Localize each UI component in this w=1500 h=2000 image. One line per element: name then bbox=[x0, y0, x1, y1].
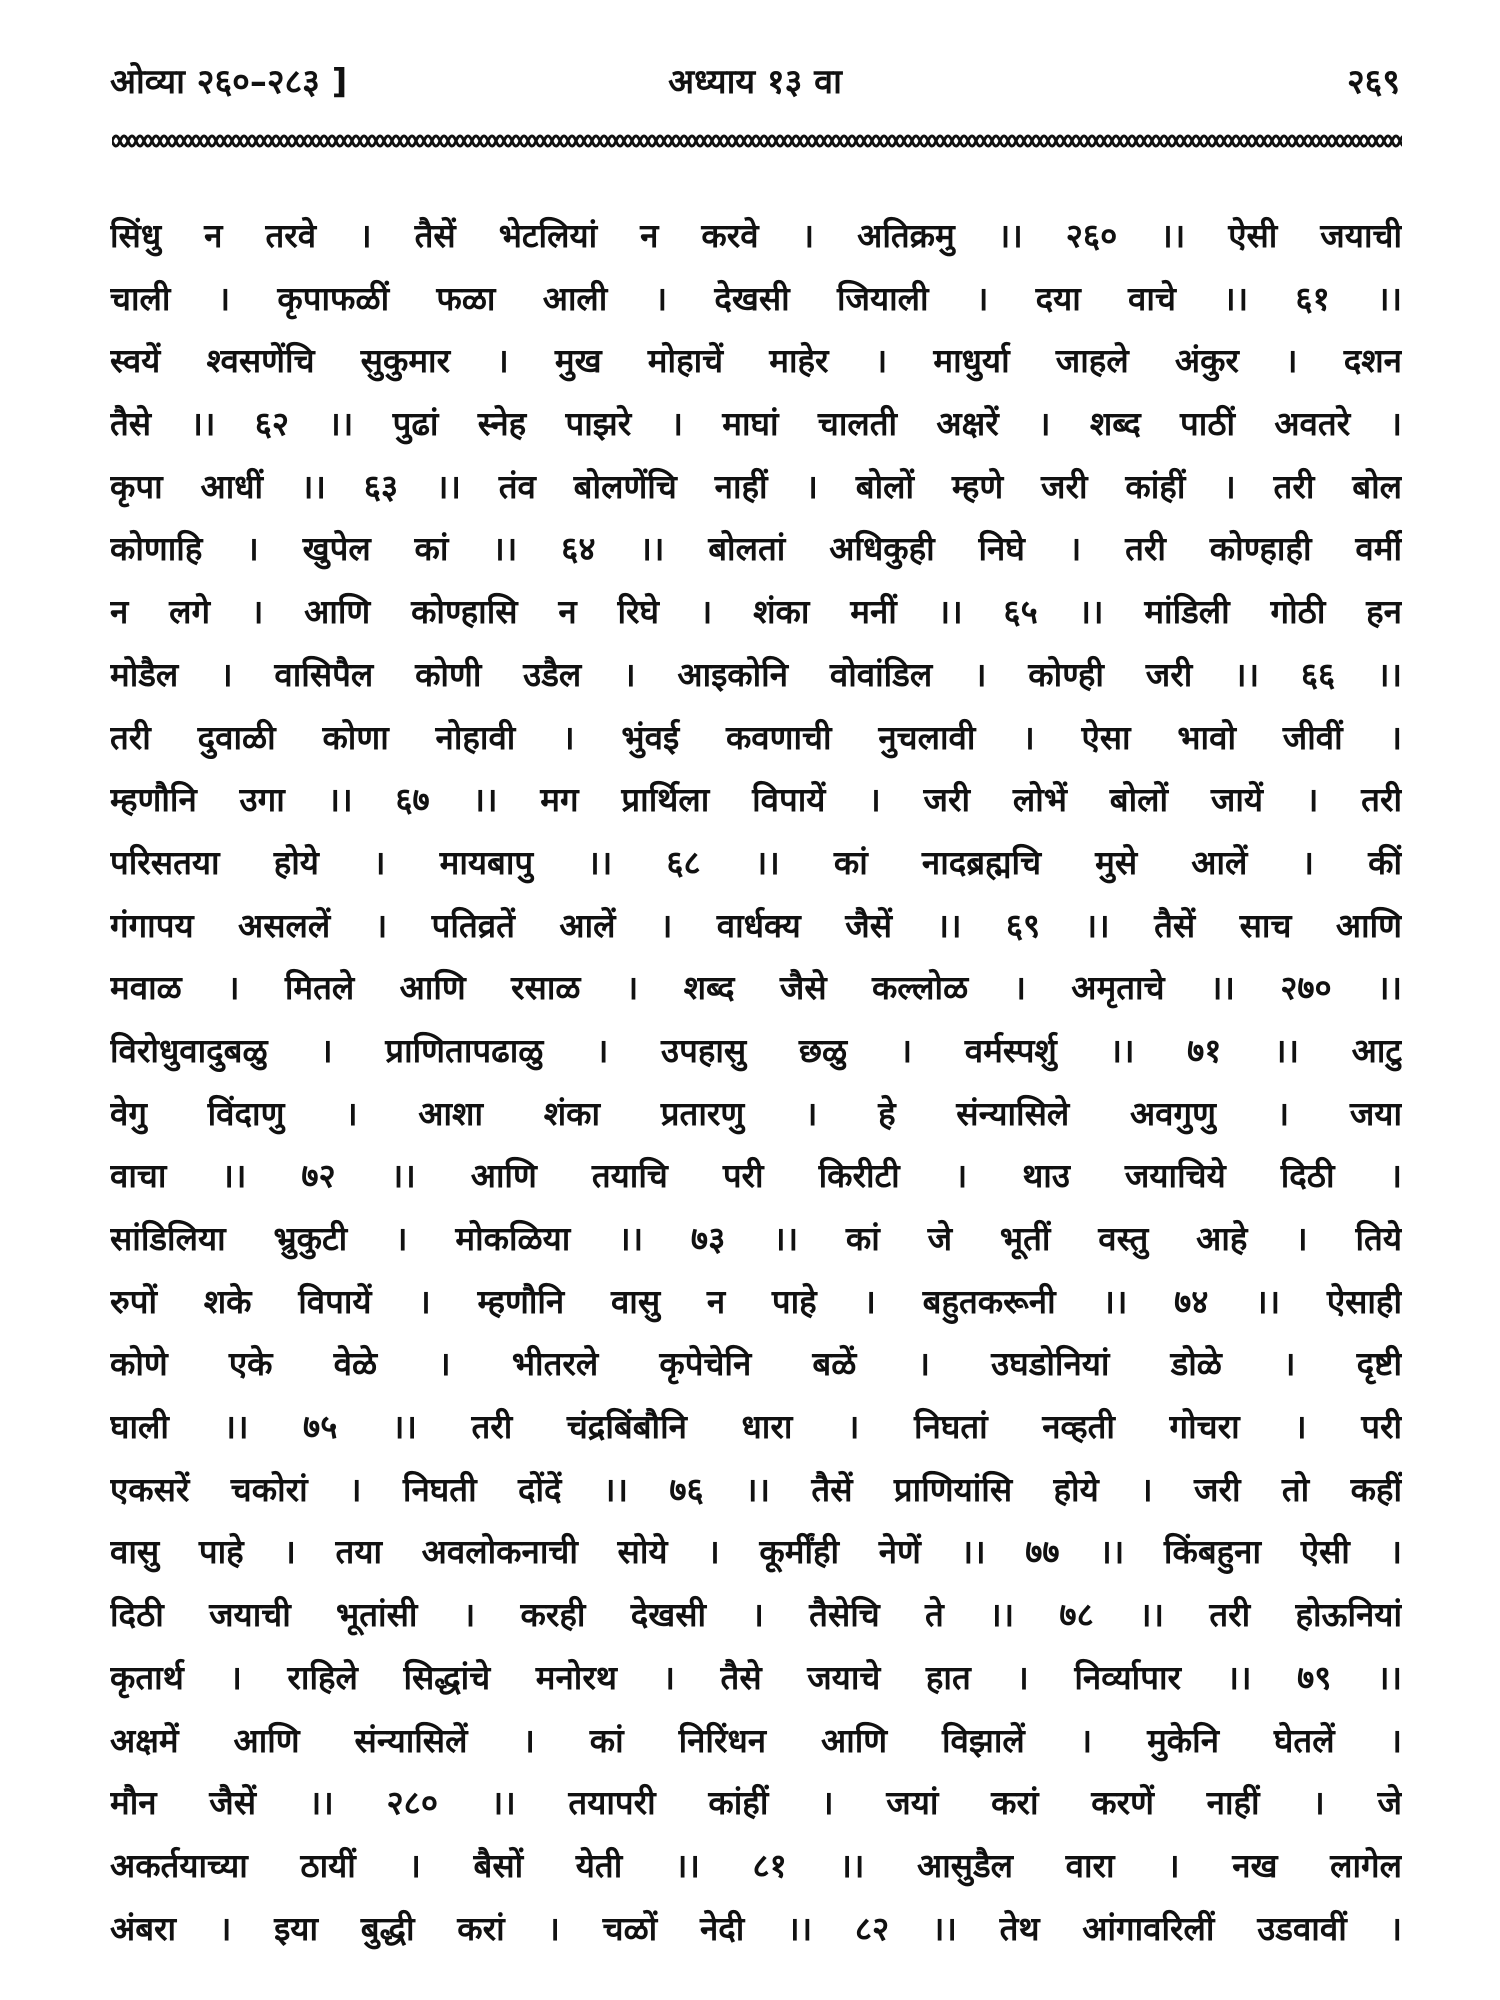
text-line: विरोधुवादुबळु । प्राणितापढाळु । उपहासु छळु । वर्मस्पर्शु ।। ७१ ।। आटु bbox=[110, 1030, 1402, 1070]
text-line: तैसे ।। ६२ ।। पुढां स्नेह पाझरे । माघां चालती अक्षरें । शब्द पाठीं अवतरे । bbox=[110, 404, 1402, 444]
running-head bbox=[110, 52, 1400, 112]
text-line: वेगु विंदाणु । आशा शंका प्रतारणु । हे संन्यासिले अवगुणु । जया bbox=[110, 1093, 1402, 1133]
text-line: अकर्तयाच्या ठायीं । बैसों येती ।। ८१ ।। आसुडैल वारा । नख लागेल bbox=[110, 1845, 1402, 1885]
text-line: म्हणौनि उगा ।। ६७ ।। मग प्रार्थिला विपायें । जरी लोभें बोलों जायें । तरी bbox=[110, 780, 1402, 820]
text-line: वासु पाहे । तया अवलोकनाची सोये । कूर्मींही नेणें ।। ७७ ।। किंबहुना ऐसी । bbox=[110, 1532, 1402, 1572]
text-line: स्वयें श्वसणेंचि सुकुमार । मुख मोहाचें माहेर । माधुर्या जाहले अंकुर । दशन bbox=[110, 341, 1402, 381]
text-line: मवाळ । मितले आणि रसाळ । शब्द जैसे कल्लोळ । अमृताचे ।। २७० ।। bbox=[110, 968, 1402, 1008]
ornamental-rule bbox=[112, 128, 1402, 154]
text-line: न लगे । आणि कोण्हासि न रिघे । शंका मनीं ।। ६५ ।। मांडिली गोठी हन bbox=[110, 592, 1402, 632]
verse-range-label: ओव्या २६०–२८३ ] bbox=[110, 62, 348, 102]
text-line: रुपों शके विपायें । म्हणौनि वासु न पाहे । बहुतकरूनी ।। ७४ ।। ऐसाही bbox=[110, 1281, 1402, 1321]
text-line: कृतार्थ । राहिले सिद्धांचे मनोरथ । तैसे जयाचे हात । निर्व्यापार ।। ७९ ।। bbox=[110, 1657, 1402, 1697]
text-line: सिंधु न तरवे । तैसें भेटलियां न करवे । अतिक्रमु ।। २६० ।। ऐसी जयाची bbox=[110, 216, 1402, 255]
text-line: सांडिलिया भ्रुकुटी । मोकळिया ।। ७३ ।। कां जे भूतीं वस्तु आहे । तिये bbox=[110, 1219, 1402, 1258]
text-line: परिसतया होये । मायबापु ।। ६८ ।। कां नादब्रह्मचि मुसे आलें । कीं bbox=[110, 842, 1402, 882]
text-line: कृपा आधीं ।। ६३ ।। तंव बोलणेंचि नाहीं । बोलों म्हणे जरी कांहीं । तरी बोल bbox=[110, 466, 1402, 506]
text-line: कोणे एके वेळे । भीतरले कृपेचेनि बळें । उघडोनियां डोळे । दृष्टी bbox=[110, 1344, 1402, 1384]
text-line: दिठी जयाची भूतांसी । करही देखसी । तैसेचि ते ।। ७८ ।। तरी होऊनियां bbox=[110, 1595, 1402, 1635]
text-line: एकसरें चकोरां । निघती दोंदें ।। ७६ ।। तैसें प्राणियांसि होये । जरी तो कहीं bbox=[110, 1469, 1402, 1509]
text-line: कोणाहि । खुपेल कां ।। ६४ ।। बोलतां अधिकुही निघे । तरी कोण्हाही वर्मी bbox=[110, 529, 1402, 569]
text-line: वाचा ।। ७२ ।। आणि तयाचि परी किरीटी । थाउ जयाचिये दिठी । bbox=[110, 1156, 1402, 1196]
chapter-title: अध्याय १३ वा bbox=[668, 62, 842, 102]
text-line: चाली । कृपाफळीं फळा आली । देखसी जियाली । दया वाचे ।। ६१ ।। bbox=[110, 278, 1402, 318]
page-number: २६९ bbox=[1346, 62, 1400, 102]
text-line: अंबरा । इया बुद्धी करां । चळों नेदी ।। ८२ ।। तेथ आंगावरिलीं उडवावीं । bbox=[110, 1908, 1402, 1948]
verse-text bbox=[110, 205, 1402, 1960]
text-line: मोडैल । वासिपैल कोणी उडैल । आइकोनि वोवांडिल । कोण्ही जरी ।। ६६ ।। bbox=[110, 654, 1402, 694]
text-line: मौन जैसें ।। २८० ।। तयापरी कांहीं । जयां करां करणें नाहीं । जे bbox=[110, 1783, 1402, 1823]
text-line: तरी दुवाळी कोणा नोहावी । भुंवई कवणाची नुचलावी । ऐसा भावो जीवीं । bbox=[110, 717, 1402, 757]
text-line: घाली ।। ७५ ।। तरी चंद्रबिंबौनि धारा । निघतां नव्हती गोचरा । परी bbox=[110, 1407, 1402, 1447]
text-line: अक्षमें आणि संन्यासिलें । कां निरिंधन आणि विझालें । मुकेनि घेतलें । bbox=[110, 1720, 1402, 1760]
text-line: गंगापय असललें । पतिव्रतें आलें । वार्धक्य जैसें ।। ६९ ।। तैसें साच आणि bbox=[110, 905, 1402, 945]
